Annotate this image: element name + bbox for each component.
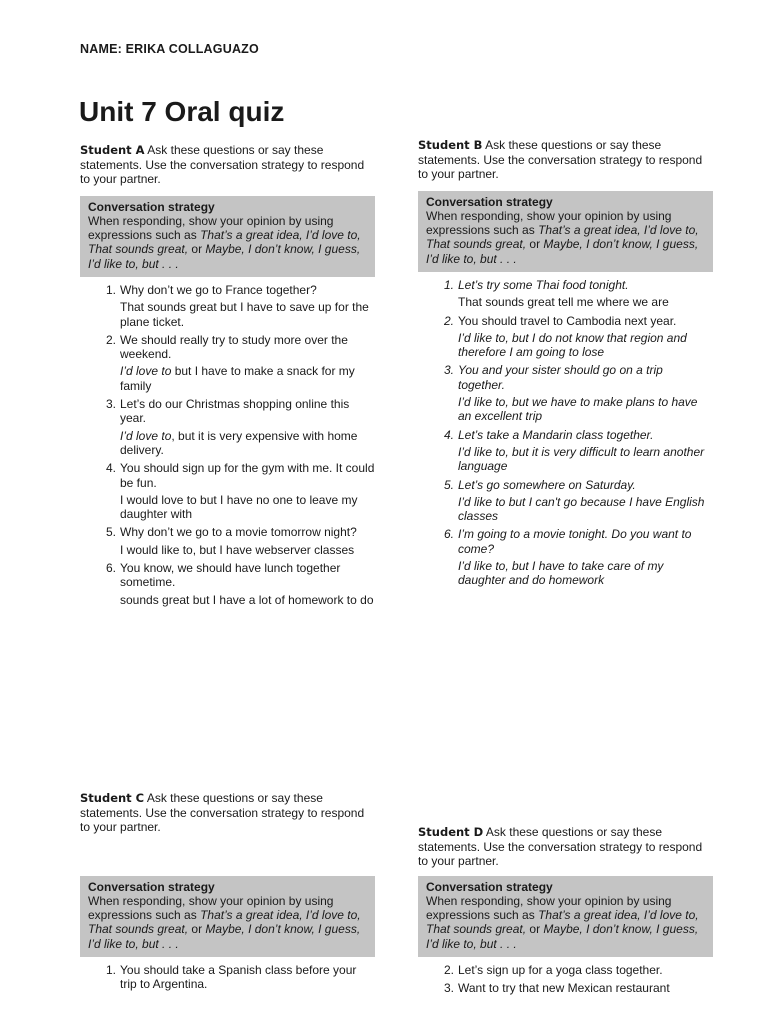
student-b-list xyxy=(418,278,713,588)
student-name: NAME: ERIKA COLLAGUAZO xyxy=(80,42,259,56)
item-answer: I’d like to, but I do not know that region and therefore I am going to lose xyxy=(458,330,687,360)
strategy-title: Conversation strategy xyxy=(88,199,215,214)
list-item xyxy=(80,525,375,557)
item-question: I’m going to a movie tonight. Do you want to come? xyxy=(458,527,692,556)
strategy-expr1: That’s a great idea, I’d love to, That sounds great, xyxy=(88,908,361,937)
item-question: Let’s take a Mandarin class together. xyxy=(458,427,654,442)
item-question: Let’s go somewhere on Saturday. xyxy=(458,477,636,492)
list-item xyxy=(80,397,375,457)
item-number: 2. xyxy=(444,962,455,977)
item-question: You should take a Spanish class before your trip to Argentina. xyxy=(120,962,357,992)
list-item xyxy=(418,981,713,995)
student-d-instructions: Ask these questions or say these statements. Use the conversation strategy to respond to your partner. xyxy=(418,825,703,868)
conversation-strategy-box-b xyxy=(418,191,713,272)
item-answer xyxy=(120,364,375,393)
item-answer: sounds great but I have a lot of homework to do xyxy=(120,592,374,607)
list-item xyxy=(80,283,375,329)
strategy-expr2: Maybe, I don’t know, I guess, I’d like to, but . . . xyxy=(88,922,361,951)
item-answer: I’d like to, but I have to take care of my daughter and do homework xyxy=(458,559,664,588)
student-c-section xyxy=(80,791,375,996)
student-c-label: Student C xyxy=(80,791,145,805)
list-item xyxy=(418,527,713,587)
item-number: 3. xyxy=(106,397,117,412)
conversation-strategy-box-d xyxy=(418,876,713,957)
item-question: Why don’t we go to a movie tomorrow night? xyxy=(120,525,357,540)
student-c-instructions: Ask these questions or say these statements. Use the conversation strategy to respond to your partner. xyxy=(80,791,365,834)
list-item xyxy=(418,363,713,423)
strategy-or: or xyxy=(188,242,206,257)
conversation-strategy-box-c xyxy=(80,876,375,957)
student-b-section xyxy=(418,138,713,592)
student-a-list xyxy=(80,283,375,607)
strategy-title: Conversation strategy xyxy=(426,194,553,209)
item-answer: I’d like to, but it is very difficult to learn another language xyxy=(458,444,705,474)
item-question: Why don’t we go to France together? xyxy=(120,282,317,297)
student-a-section xyxy=(80,143,375,611)
strategy-or: or xyxy=(526,922,544,937)
item-number: 3. xyxy=(444,363,455,378)
list-item xyxy=(418,478,713,524)
strategy-or: or xyxy=(188,922,206,937)
strategy-or: or xyxy=(526,237,544,252)
item-answer: I would love to but I have no one to leave my daughter with xyxy=(120,492,358,522)
list-item xyxy=(418,314,713,360)
strategy-lead: When responding, show your opinion by using expressions such as xyxy=(88,213,334,243)
strategy-expr1: That’s a great idea, I’d love to, That sounds great, xyxy=(88,228,361,257)
item-answer: I’d like to but I can't go because I have English classes xyxy=(458,494,705,524)
item-question: Let’s do our Christmas shopping online this year. xyxy=(120,397,350,426)
item-number: 1. xyxy=(106,962,117,977)
item-number: 2. xyxy=(106,332,117,347)
student-c-intro xyxy=(80,791,375,835)
item-answer-italic: I’d love to xyxy=(120,428,172,443)
item-answer: I would like to, but I have webserver classes xyxy=(120,542,355,557)
student-b-intro xyxy=(418,138,713,182)
student-d-label: Student D xyxy=(418,825,484,839)
item-number: 5. xyxy=(106,525,117,540)
list-item xyxy=(80,561,375,607)
item-question: You should travel to Cambodia next year. xyxy=(458,313,677,328)
strategy-expr2: Maybe, I don’t know, I guess, I’d like to, but . . . xyxy=(88,242,361,271)
item-answer-text: , but it is very expensive with home delivery. xyxy=(120,428,358,457)
student-d-section xyxy=(418,825,713,1000)
list-item xyxy=(80,333,375,393)
item-answer xyxy=(120,429,375,458)
student-a-intro xyxy=(80,143,375,187)
item-question: Let’s try some Thai food tonight. xyxy=(458,277,629,292)
item-question: You and your sister should go on a trip together. xyxy=(458,363,663,392)
student-a-instructions: Ask these questions or say these statements. Use the conversation strategy to respond to your partner. xyxy=(80,143,365,186)
strategy-title: Conversation strategy xyxy=(426,879,553,894)
item-number: 2. xyxy=(444,313,455,328)
strategy-title: Conversation strategy xyxy=(88,879,215,894)
item-number: 1. xyxy=(106,282,117,297)
item-answer: That sounds great tell me where we are xyxy=(458,295,669,310)
list-item xyxy=(80,963,375,992)
item-question: Want to try that new Mexican restaurant xyxy=(458,981,670,996)
item-number: 3. xyxy=(444,981,455,996)
item-answer: I’d like to, but we have to make plans to have an excellent trip xyxy=(458,395,698,424)
strategy-expr1: That’s a great idea, I’d love to, That sounds great, xyxy=(426,908,699,937)
list-item xyxy=(418,278,713,310)
page-title: Unit 7 Oral quiz xyxy=(79,96,285,127)
student-b-label: Student B xyxy=(418,138,483,152)
strategy-lead: When responding, show your opinion by using expressions such as xyxy=(426,893,672,923)
conversation-strategy-box-a xyxy=(80,196,375,277)
strategy-expr1: That’s a great idea, I’d love to, That sounds great, xyxy=(426,223,699,252)
item-question: Let’s sign up for a yoga class together. xyxy=(458,962,663,977)
item-question: You know, we should have lunch together sometime. xyxy=(120,561,341,590)
item-question: You should sign up for the gym with me. It could be fun. xyxy=(120,461,375,490)
list-item xyxy=(80,461,375,521)
strategy-lead: When responding, show your opinion by using expressions such as xyxy=(426,208,672,238)
student-d-list xyxy=(418,963,713,996)
student-b-instructions: Ask these questions or say these statements. Use the conversation strategy to respond to your partner. xyxy=(418,138,703,181)
item-answer-text: but I have to make a snack for my family xyxy=(120,364,355,393)
student-c-list xyxy=(80,963,375,992)
student-a-label: Student A xyxy=(80,143,145,157)
item-number: 4. xyxy=(444,427,455,442)
strategy-expr2: Maybe, I don’t know, I guess, I’d like to, but . . . xyxy=(426,237,699,266)
list-item xyxy=(418,963,713,977)
item-number: 4. xyxy=(106,461,117,476)
item-number: 1. xyxy=(444,277,455,292)
item-number: 6. xyxy=(106,561,117,576)
item-question: We should really try to study more over the weekend. xyxy=(120,332,348,362)
list-item xyxy=(418,428,713,474)
item-number: 5. xyxy=(444,477,455,492)
strategy-expr2: Maybe, I don’t know, I guess, I’d like to, but . . . xyxy=(426,922,699,951)
strategy-lead: When responding, show your opinion by using expressions such as xyxy=(88,893,334,923)
student-d-intro xyxy=(418,825,713,869)
item-answer-italic: I’d love to xyxy=(120,364,175,379)
item-number: 6. xyxy=(444,527,455,542)
item-answer: That sounds great but I have to save up for the plane ticket. xyxy=(120,300,369,329)
